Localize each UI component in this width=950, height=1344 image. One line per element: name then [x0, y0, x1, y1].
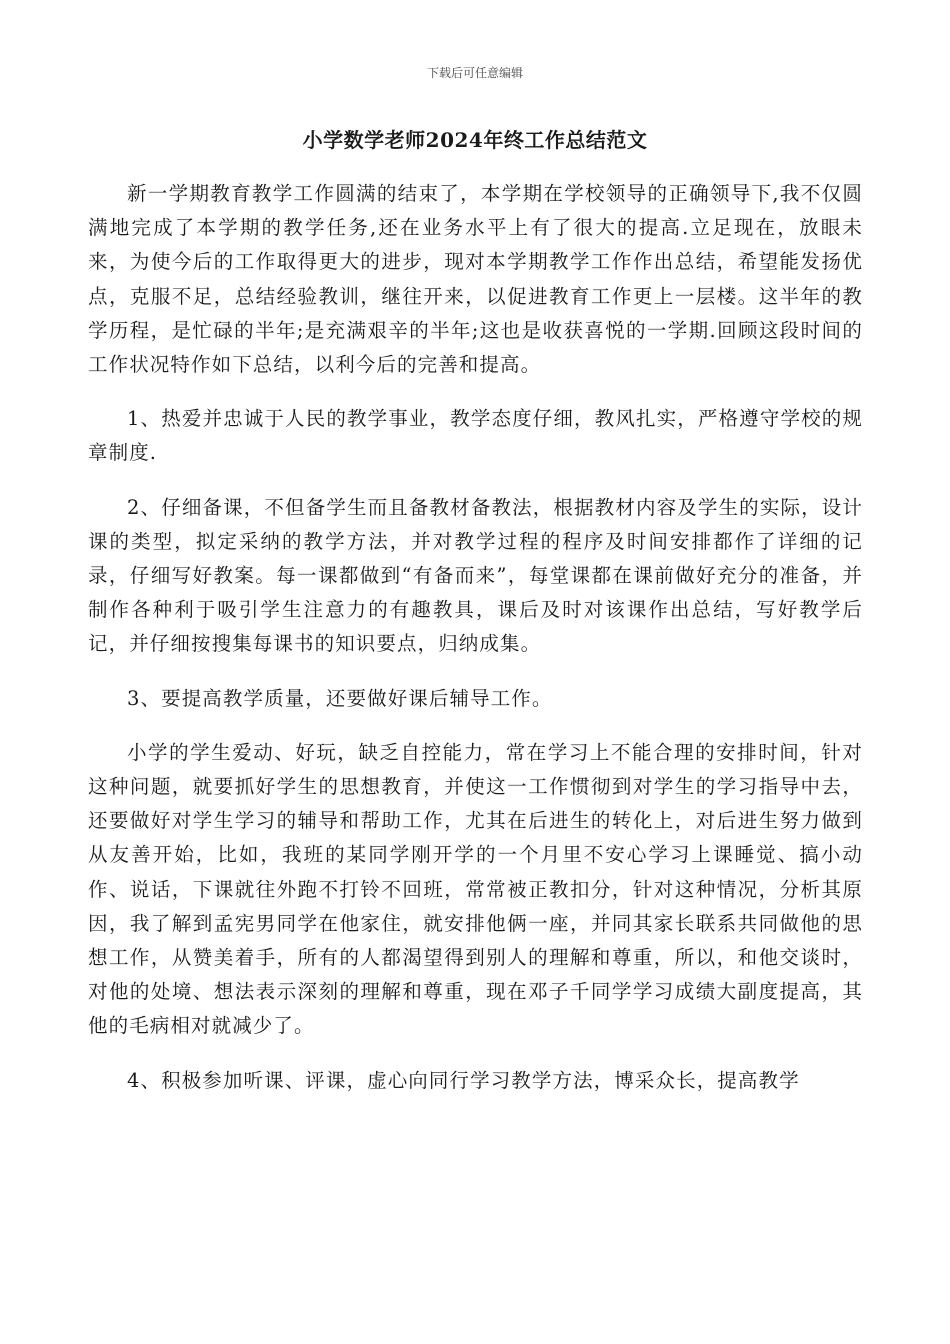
paragraph-item-1: 1、热爱并忠诚于人民的教学事业，教学态度仔细，教风扎实，严格遵守学校的规章制度. [88, 407, 863, 465]
paragraph-item-2: 2、仔细备课，不但备学生而且备教材备教法，根据教材内容及学生的实际，设计课的类型，拟定采纳的教学方法，并对教学过程的程序及时间安排都作了详细的记录，仔细写好教案。每一课都做到“有备而来”，每堂课都在课前做好充分的准备，并制作各种利于吸引学生注意力的有趣教具，课后及时对该课作出总结，写好教学后记，并仔细按搜集每课书的知识要点，归纳成集。 [88, 495, 863, 656]
document-title: 小学数学老师2024年终工作总结范文 [302, 128, 648, 152]
paragraph-item-4: 4、积极参加听课、评课，虚心向同行学习教学方法，博采众长，提高教学 [127, 1068, 800, 1092]
paragraph-student-guidance: 小学的学生爱动、好玩，缺乏自控能力，常在学习上不能合理的安排时间，针对这种问题，就要抓好学生的思想教育，并使这一工作惯彻到对学生的学习指导中去，还要做好对学生学习的辅导和帮助工作，尤其在后进生的转化上，对后进生努力做到从友善开始，比如，我班的某同学刚开学的一个月里不安心学习上课睡觉、搞小动作、说话，下课就往外跑不打铃不回班，常常被正教扣分，针对这种情况，分析其原因，我了解到孟宪男同学在他家住，就安排他俩一座，并同其家长联系共同做他的思想工作，从赞美着手，所有的人都渴望得到别人的理解和尊重，所以，和他交谈时，对他的处境、想法表示深刻的理解和尊重，现在邓子千同学学习成绩大副度提高，其他的毛病相对就减少了。 [88, 740, 863, 1038]
paragraph-item-3: 3、要提高教学质量，还要做好课后辅导工作。 [127, 686, 553, 710]
paragraph-intro: 新一学期教育教学工作圆满的结束了，本学期在学校领导的正确领导下,我不仅圆满地完成了本学期的教学任务,还在业务水平上有了很大的提高.立足现在，放眼未来，为使今后的工作取得更大的进步，现对本学期教学工作作出总结，希望能发扬优点，克服不足，总结经验教训，继往开来，以促进教育工作更上一层楼。这半年的教学历程，是忙碌的半年;是充满艰辛的半年;这也是收获喜悦的一学期.回顾这段时间的工作状况特作如下总结，以利今后的完善和提高。 [88, 182, 863, 377]
document-body [88, 177, 863, 1118]
header-note: 下载后可任意编辑 [426, 66, 523, 80]
